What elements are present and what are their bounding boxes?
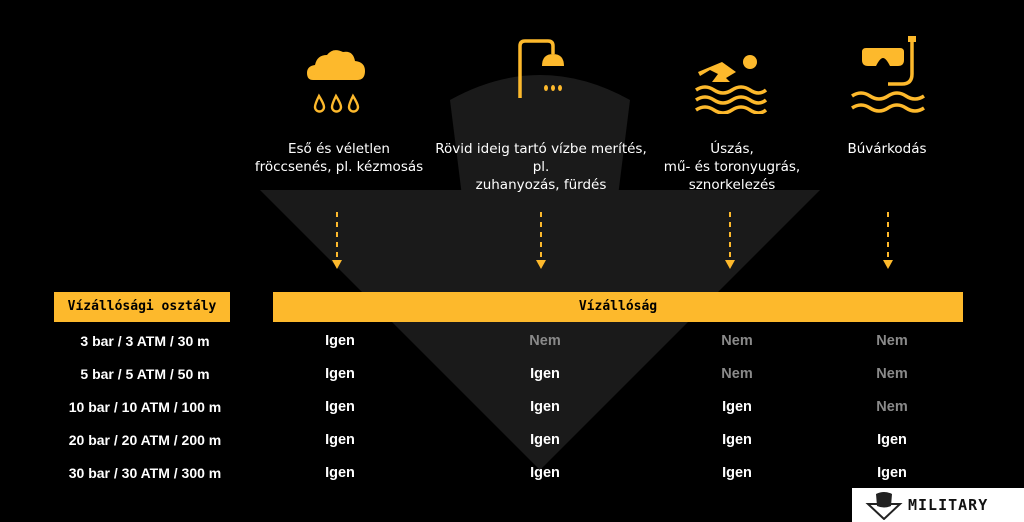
value-cell: Igen: [325, 399, 355, 415]
table-row: [0, 329, 1024, 353]
arrow-down-icon: [723, 212, 737, 270]
value-cell: Igen: [530, 432, 560, 448]
value-cell: Nem: [529, 333, 561, 349]
caption-dive: [772, 140, 1002, 158]
value-cell: Nem: [721, 366, 753, 382]
resistance-class: 10 bar / 10 ATM / 100 m: [68, 399, 222, 415]
arrow-down-icon: [330, 212, 344, 270]
resistance-class: 5 bar / 5 ATM / 50 m: [80, 366, 210, 382]
caption-line: sznorkelezés: [688, 177, 776, 193]
caption-line: Búvárkodás: [847, 141, 927, 157]
value-cell: Nem: [876, 399, 908, 415]
caption-rain: [224, 140, 454, 176]
caption-line: Rövid ideig tartó vízbe merítés, pl.: [435, 141, 647, 175]
water-resistance-class-header: Vízállósági osztály: [54, 292, 230, 322]
caption-line: Eső és véletlen: [287, 141, 390, 157]
table-row: [0, 362, 1024, 386]
value-cell: Igen: [722, 432, 752, 448]
military-logo: [852, 488, 1024, 522]
caption-line: Úszás,: [710, 141, 754, 157]
value-cell: Igen: [530, 399, 560, 415]
swimmer-icon: [692, 50, 768, 114]
caption-line: zuhanyozás, fürdés: [475, 177, 607, 193]
caption-line: fröccsenés, pl. kézmosás: [254, 159, 424, 175]
snorkel-mask-icon: [848, 34, 928, 116]
value-cell: Igen: [722, 465, 752, 481]
value-cell: Nem: [876, 333, 908, 349]
shower-icon: [514, 38, 576, 100]
resistance-class: 3 bar / 3 ATM / 30 m: [80, 333, 210, 349]
value-cell: Igen: [325, 432, 355, 448]
table-row: [0, 461, 1024, 485]
value-cell: Igen: [325, 333, 355, 349]
water-resistance-header: Vízállóság: [273, 292, 963, 322]
value-cell: Igen: [530, 465, 560, 481]
value-cell: Igen: [530, 366, 560, 382]
value-cell: Nem: [721, 333, 753, 349]
caption-line: mű- és toronyugrás,: [663, 159, 801, 175]
value-cell: Igen: [325, 465, 355, 481]
rain-cloud-icon: [305, 44, 367, 116]
table-row: [0, 395, 1024, 419]
military-helmet-logo-icon: [864, 490, 904, 520]
value-cell: Igen: [877, 465, 907, 481]
logo-text: MILITARY: [908, 496, 989, 514]
table-row: [0, 428, 1024, 452]
value-cell: Igen: [877, 432, 907, 448]
value-cell: Igen: [325, 366, 355, 382]
resistance-class: 20 bar / 20 ATM / 200 m: [68, 432, 222, 448]
value-cell: Igen: [722, 399, 752, 415]
value-cell: Nem: [876, 366, 908, 382]
arrow-down-icon: [881, 212, 895, 270]
arrow-down-icon: [534, 212, 548, 270]
resistance-class: 30 bar / 30 ATM / 300 m: [68, 465, 222, 481]
